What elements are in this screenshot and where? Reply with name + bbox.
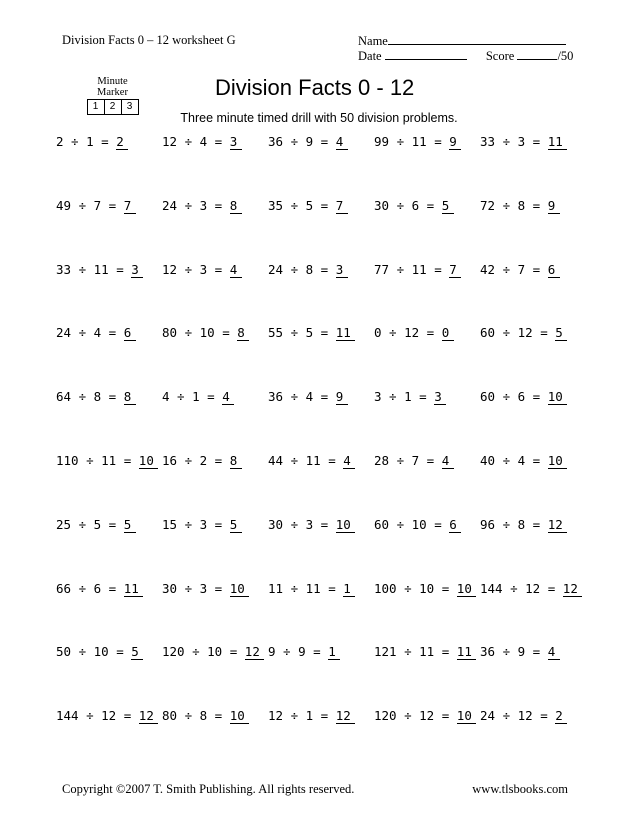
problem-item bbox=[162, 581, 249, 597]
problem-answer[interactable]: 4 bbox=[548, 645, 560, 660]
problem-answer[interactable]: 2 bbox=[116, 135, 128, 150]
problem-question: 80 ÷ 8 = bbox=[162, 708, 223, 723]
problem-item bbox=[374, 134, 461, 150]
problem-item bbox=[374, 325, 454, 341]
problem-item bbox=[56, 389, 136, 405]
problem-question: 33 ÷ 3 = bbox=[480, 134, 541, 149]
problem-item bbox=[374, 453, 454, 469]
problem-question: 72 ÷ 8 = bbox=[480, 198, 541, 213]
problem-question: 60 ÷ 12 = bbox=[480, 325, 548, 340]
problem-answer[interactable]: 11 bbox=[457, 645, 476, 660]
problem-answer[interactable]: 1 bbox=[328, 645, 340, 660]
problem-answer[interactable]: 10 bbox=[457, 582, 476, 597]
problem-answer[interactable]: 10 bbox=[548, 390, 567, 405]
worksheet-title: Division Facts 0 – 12 worksheet G bbox=[62, 33, 236, 47]
problem-answer[interactable]: 8 bbox=[230, 199, 242, 214]
problem-question: 77 ÷ 11 = bbox=[374, 262, 442, 277]
problem-item bbox=[268, 325, 355, 341]
problem-item bbox=[480, 644, 560, 660]
problem-answer[interactable]: 5 bbox=[131, 645, 143, 660]
problem-item bbox=[56, 644, 143, 660]
problem-item bbox=[374, 198, 454, 214]
site-url: www.tlsbooks.com bbox=[472, 782, 568, 796]
problem-question: 12 ÷ 4 = bbox=[162, 134, 223, 149]
problem-question: 36 ÷ 9 = bbox=[480, 644, 541, 659]
problem-item bbox=[268, 198, 348, 214]
problem-answer[interactable]: 8 bbox=[237, 326, 249, 341]
problem-answer[interactable]: 3 bbox=[230, 135, 242, 150]
problem-item bbox=[268, 389, 348, 405]
problem-answer[interactable]: 3 bbox=[434, 390, 446, 405]
problem-question: 30 ÷ 3 = bbox=[268, 517, 329, 532]
page-title: Division Facts 0 - 12 bbox=[215, 75, 415, 100]
problem-answer[interactable]: 8 bbox=[124, 390, 136, 405]
problem-item bbox=[162, 325, 249, 341]
problem-answer[interactable]: 5 bbox=[124, 518, 136, 533]
problem-item bbox=[480, 262, 560, 278]
problem-item bbox=[268, 134, 348, 150]
problem-question: 24 ÷ 12 = bbox=[480, 708, 548, 723]
problem-question: 40 ÷ 4 = bbox=[480, 453, 541, 468]
problem-question: 15 ÷ 3 = bbox=[162, 517, 223, 532]
problem-item bbox=[480, 453, 567, 469]
problem-item bbox=[480, 517, 567, 533]
problem-question: 96 ÷ 8 = bbox=[480, 517, 541, 532]
problem-answer[interactable]: 11 bbox=[548, 135, 567, 150]
problem-answer[interactable]: 11 bbox=[124, 582, 143, 597]
problem-question: 35 ÷ 5 = bbox=[268, 198, 329, 213]
problem-item bbox=[162, 389, 234, 405]
problem-answer[interactable]: 6 bbox=[124, 326, 136, 341]
problem-question: 50 ÷ 10 = bbox=[56, 644, 124, 659]
problem-question: 144 ÷ 12 = bbox=[480, 581, 556, 596]
problem-answer[interactable]: 1 bbox=[343, 582, 355, 597]
problem-question: 24 ÷ 8 = bbox=[268, 262, 329, 277]
problem-question: 55 ÷ 5 = bbox=[268, 325, 329, 340]
score-label: Score bbox=[485, 49, 515, 63]
problem-item bbox=[162, 517, 242, 533]
problem-question: 33 ÷ 11 = bbox=[56, 262, 124, 277]
problem-answer[interactable]: 12 bbox=[563, 582, 582, 597]
problem-item bbox=[56, 198, 136, 214]
score-total: /50 bbox=[557, 49, 574, 63]
problem-question: 60 ÷ 10 = bbox=[374, 517, 442, 532]
problem-item bbox=[268, 708, 355, 724]
problem-item bbox=[162, 644, 264, 660]
problem-item bbox=[268, 517, 355, 533]
problem-answer[interactable]: 4 bbox=[336, 135, 348, 150]
problem-item bbox=[56, 708, 158, 724]
problem-item bbox=[480, 198, 560, 214]
problem-item bbox=[374, 517, 461, 533]
problem-question: 3 ÷ 1 = bbox=[374, 389, 427, 404]
problem-answer[interactable]: 10 bbox=[230, 709, 249, 724]
problem-question: 4 ÷ 1 = bbox=[162, 389, 215, 404]
problem-item bbox=[56, 453, 158, 469]
problem-answer[interactable]: 6 bbox=[548, 263, 560, 278]
problem-item bbox=[374, 581, 476, 597]
problem-item bbox=[56, 581, 143, 597]
problem-question: 12 ÷ 1 = bbox=[268, 708, 329, 723]
problem-item bbox=[162, 134, 242, 150]
problem-item bbox=[268, 453, 355, 469]
problem-item bbox=[480, 325, 567, 341]
problem-answer[interactable]: 12 bbox=[139, 709, 158, 724]
problem-question: 36 ÷ 9 = bbox=[268, 134, 329, 149]
problem-item bbox=[56, 325, 136, 341]
problem-item bbox=[374, 708, 476, 724]
problem-question: 66 ÷ 6 = bbox=[56, 581, 117, 596]
problem-item bbox=[268, 581, 355, 597]
minute-box-1[interactable]: 1 bbox=[87, 99, 105, 115]
problem-question: 9 ÷ 9 = bbox=[268, 644, 321, 659]
problem-question: 2 ÷ 1 = bbox=[56, 134, 109, 149]
problem-question: 99 ÷ 11 = bbox=[374, 134, 442, 149]
problem-answer[interactable]: 0 bbox=[442, 326, 454, 341]
problem-question: 42 ÷ 7 = bbox=[480, 262, 541, 277]
problem-item bbox=[162, 453, 242, 469]
problem-answer[interactable]: 7 bbox=[449, 263, 461, 278]
problem-question: 12 ÷ 3 = bbox=[162, 262, 223, 277]
problem-question: 30 ÷ 6 = bbox=[374, 198, 435, 213]
problem-question: 24 ÷ 3 = bbox=[162, 198, 223, 213]
problem-item bbox=[480, 581, 582, 597]
problem-answer[interactable]: 3 bbox=[131, 263, 143, 278]
problem-item bbox=[480, 389, 567, 405]
problem-question: 80 ÷ 10 = bbox=[162, 325, 230, 340]
minute-box-2[interactable]: 2 bbox=[104, 99, 122, 115]
problem-answer[interactable]: 7 bbox=[124, 199, 136, 214]
problem-answer[interactable]: 11 bbox=[336, 326, 355, 341]
problem-question: 30 ÷ 3 = bbox=[162, 581, 223, 596]
problem-item bbox=[162, 198, 242, 214]
problem-answer[interactable]: 6 bbox=[449, 518, 461, 533]
problem-answer[interactable]: 3 bbox=[336, 263, 348, 278]
problem-item bbox=[56, 134, 128, 150]
problem-answer[interactable]: 2 bbox=[555, 709, 567, 724]
problem-question: 64 ÷ 8 = bbox=[56, 389, 117, 404]
problem-answer[interactable]: 10 bbox=[548, 454, 567, 469]
problem-item bbox=[162, 708, 249, 724]
problem-answer[interactable]: 9 bbox=[449, 135, 461, 150]
problem-answer[interactable]: 5 bbox=[230, 518, 242, 533]
problem-item bbox=[162, 262, 242, 278]
problem-item bbox=[56, 517, 136, 533]
problem-question: 49 ÷ 7 = bbox=[56, 198, 117, 213]
problem-item bbox=[374, 644, 476, 660]
problem-item bbox=[374, 389, 446, 405]
problem-question: 25 ÷ 5 = bbox=[56, 517, 117, 532]
problem-answer[interactable]: 8 bbox=[230, 454, 242, 469]
problem-question: 120 ÷ 12 = bbox=[374, 708, 450, 723]
problem-question: 121 ÷ 11 = bbox=[374, 644, 450, 659]
problem-answer[interactable]: 9 bbox=[548, 199, 560, 214]
problem-answer[interactable]: 7 bbox=[336, 199, 348, 214]
page-subtitle: Three minute timed drill with 50 division problems. bbox=[180, 111, 458, 125]
problem-answer[interactable]: 10 bbox=[336, 518, 355, 533]
problem-answer[interactable]: 4 bbox=[230, 263, 242, 278]
problem-answer[interactable]: 9 bbox=[336, 390, 348, 405]
problem-question: 24 ÷ 4 = bbox=[56, 325, 117, 340]
problem-answer[interactable]: 12 bbox=[548, 518, 567, 533]
problem-item bbox=[268, 644, 340, 660]
problem-question: 0 ÷ 12 = bbox=[374, 325, 435, 340]
problem-question: 120 ÷ 10 = bbox=[162, 644, 238, 659]
problem-item bbox=[374, 262, 461, 278]
date-label: Date bbox=[358, 49, 382, 63]
problem-question: 36 ÷ 4 = bbox=[268, 389, 329, 404]
problem-question: 11 ÷ 11 = bbox=[268, 581, 336, 596]
problem-answer[interactable]: 10 bbox=[139, 454, 158, 469]
problem-question: 60 ÷ 6 = bbox=[480, 389, 541, 404]
problem-answer[interactable]: 10 bbox=[230, 582, 249, 597]
name-label: Name bbox=[358, 34, 388, 48]
problem-question: 144 ÷ 12 = bbox=[56, 708, 132, 723]
problem-question: 100 ÷ 10 = bbox=[374, 581, 450, 596]
minute-marker-label: Minute Marker bbox=[97, 76, 128, 98]
problem-answer[interactable]: 4 bbox=[442, 454, 454, 469]
problem-answer[interactable]: 4 bbox=[222, 390, 234, 405]
problem-answer[interactable]: 4 bbox=[343, 454, 355, 469]
problem-answer[interactable]: 5 bbox=[442, 199, 454, 214]
problem-answer[interactable]: 5 bbox=[555, 326, 567, 341]
problem-answer[interactable]: 10 bbox=[457, 709, 476, 724]
problem-question: 110 ÷ 11 = bbox=[56, 453, 132, 468]
problem-item bbox=[56, 262, 143, 278]
problem-item bbox=[268, 262, 348, 278]
copyright-notice: Copyright ©2007 T. Smith Publishing. All rights reserved. bbox=[62, 782, 355, 796]
problem-question: 28 ÷ 7 = bbox=[374, 453, 435, 468]
problem-question: 44 ÷ 11 = bbox=[268, 453, 336, 468]
problem-item bbox=[480, 134, 567, 150]
problem-item bbox=[480, 708, 567, 724]
problem-answer[interactable]: 12 bbox=[336, 709, 355, 724]
minute-box-3[interactable]: 3 bbox=[121, 99, 139, 115]
problem-question: 16 ÷ 2 = bbox=[162, 453, 223, 468]
problem-answer[interactable]: 12 bbox=[245, 645, 264, 660]
